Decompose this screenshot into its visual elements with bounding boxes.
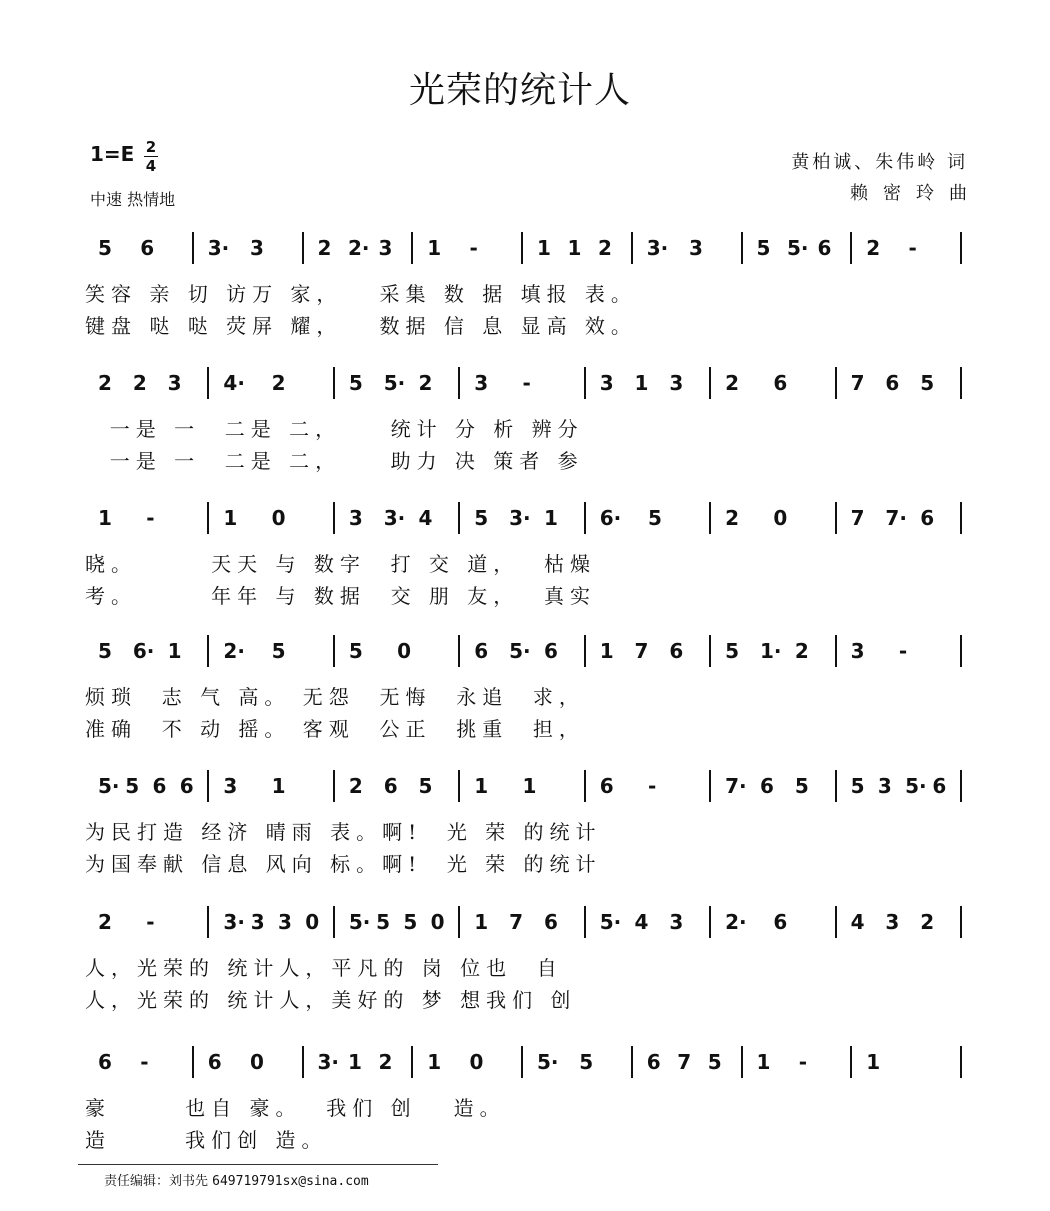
barline — [302, 232, 304, 264]
note: 7· — [885, 506, 907, 530]
note: 6 — [599, 774, 614, 798]
note: 2 — [920, 910, 935, 934]
note: 5 — [707, 1050, 722, 1074]
note: 1 — [537, 236, 551, 260]
lyric-verse-1: 烦琐 志 气 高。 无怨 无悔 永追 求， — [85, 685, 585, 709]
note: 5 — [794, 774, 809, 798]
barline — [835, 502, 837, 534]
note: 1 — [223, 506, 238, 530]
note: 3 — [348, 506, 363, 530]
note: 5 — [579, 1050, 594, 1074]
note: 6 — [646, 1050, 661, 1074]
note: 6 — [140, 236, 155, 260]
note: 5 — [403, 910, 418, 934]
note: 6 — [543, 639, 558, 663]
barline — [584, 770, 586, 802]
note: 3· — [317, 1050, 340, 1074]
tempo-marking: 中速 热情地 — [90, 190, 176, 209]
song-title: 光荣的统计人 — [408, 70, 631, 111]
lyric-verse-2: 准确 不 动 摇。 客观 公正 挑重 担， — [85, 717, 585, 741]
note: 2· — [223, 639, 245, 663]
lyric-verse-1: 笑容 亲 切 访万 家， 采集 数 据 填报 表。 — [85, 282, 637, 306]
note: 2 — [725, 371, 740, 395]
note: 1 — [271, 774, 286, 798]
lyric-verse-2: 人，光荣的 统计人，美好的 梦 想我们 创 — [85, 988, 577, 1012]
footer-credit — [104, 1170, 369, 1189]
note: 4 — [418, 506, 433, 530]
barline — [835, 906, 837, 938]
note: - — [898, 639, 908, 663]
barline — [631, 232, 633, 264]
note: 6 — [669, 639, 684, 663]
barline — [960, 770, 962, 802]
barline — [960, 1046, 962, 1078]
note: 7 — [850, 371, 865, 395]
note: 6 — [383, 774, 398, 798]
note: 1 — [98, 506, 112, 530]
note: 0 — [305, 910, 320, 934]
barline — [192, 232, 194, 264]
note: 4 — [850, 910, 865, 934]
note: 1 — [474, 910, 489, 934]
barline — [458, 635, 460, 667]
barline — [333, 906, 335, 938]
note: 2 — [418, 371, 433, 395]
barline — [207, 367, 209, 399]
note: 3· — [646, 236, 669, 260]
note: 5· — [509, 639, 531, 663]
note: 5 — [348, 639, 363, 663]
note: 3 — [378, 236, 393, 260]
note: 2 — [317, 236, 332, 260]
note: 6 — [885, 371, 900, 395]
barline — [835, 367, 837, 399]
note: 7 — [850, 506, 865, 530]
note: 1 — [347, 1050, 362, 1074]
barline — [960, 367, 962, 399]
note: 2 — [725, 506, 740, 530]
notation-row — [0, 230, 1050, 270]
barline — [207, 770, 209, 802]
note: 2 — [866, 236, 881, 260]
note: 0 — [397, 639, 412, 663]
barline — [333, 367, 335, 399]
note: 2 — [794, 639, 809, 663]
note: 1 — [543, 506, 558, 530]
note: 6· — [599, 506, 622, 530]
note: - — [146, 910, 155, 934]
barline — [835, 770, 837, 802]
note: 6 — [817, 236, 832, 260]
note: 6 — [98, 1050, 112, 1074]
editor-email: 649719791sx@sina.com — [212, 1174, 369, 1189]
note: 1 — [634, 371, 649, 395]
note: 3 — [877, 774, 892, 798]
lyric-verse-1: 人，光荣的 统计人，平凡的 岗 位也 自 — [85, 956, 563, 980]
note: - — [140, 1050, 149, 1074]
notation-row — [0, 500, 1050, 540]
note: 5 — [418, 774, 433, 798]
note: 2 — [348, 774, 363, 798]
barline — [584, 906, 586, 938]
barline — [709, 367, 711, 399]
note: 1 — [866, 1050, 881, 1074]
footer-divider — [78, 1164, 438, 1165]
barline — [960, 906, 962, 938]
barline — [741, 232, 743, 264]
lyric-verse-2: 一是 一 二是 二， 助力 决 策者 参 — [85, 449, 584, 473]
barline — [458, 906, 460, 938]
note: - — [647, 774, 657, 798]
barline — [709, 502, 711, 534]
note: 6 — [932, 774, 947, 798]
note: 7 — [634, 639, 649, 663]
note: 2 — [98, 371, 112, 395]
note: 1· — [759, 639, 782, 663]
note: 3 — [669, 910, 684, 934]
note: 5 — [98, 236, 112, 260]
note: 3· — [509, 506, 531, 530]
note: 6 — [759, 774, 774, 798]
note: 6 — [179, 774, 194, 798]
barline — [207, 635, 209, 667]
barline — [709, 635, 711, 667]
note: 3 — [688, 236, 703, 260]
barline — [458, 367, 460, 399]
note: 5 — [474, 506, 489, 530]
note: 3 — [167, 371, 182, 395]
lyric-verse-1: 为民打造 经济 晴雨 表。啊! 光 荣 的统计 — [85, 820, 602, 844]
note: 3 — [277, 910, 292, 934]
composer-credit: 赖密玲曲 — [850, 183, 982, 204]
barline — [207, 906, 209, 938]
barline — [302, 1046, 304, 1078]
lyric-verse-2: 考。 年年 与 数据 交 朋 友， 真实 — [85, 584, 597, 608]
note: 6· — [132, 639, 155, 663]
note: 0 — [773, 506, 788, 530]
note: 5 — [850, 774, 865, 798]
note: - — [522, 371, 531, 395]
note: 2· — [347, 236, 370, 260]
note: 3 — [885, 910, 900, 934]
note: - — [146, 506, 155, 530]
note: 2· — [725, 910, 747, 934]
notation-row — [0, 768, 1050, 808]
note: 6 — [543, 910, 558, 934]
barline — [960, 635, 962, 667]
barline — [411, 232, 413, 264]
note: 5 — [271, 639, 286, 663]
note: 2 — [98, 910, 112, 934]
note: 3· — [223, 910, 245, 934]
note: 5 — [125, 774, 140, 798]
note: 5· — [905, 774, 927, 798]
lyric-verse-1: 一是 一 二是 二， 统计 分 析 辨分 — [85, 417, 584, 441]
note: 4· — [223, 371, 245, 395]
barline — [631, 1046, 633, 1078]
barline — [709, 906, 711, 938]
note: 2 — [597, 236, 612, 260]
barline — [207, 502, 209, 534]
note: 6 — [920, 506, 935, 530]
note: 3 — [850, 639, 865, 663]
lyric-verse-1: 晓。 天天 与 数字 打 交 道， 枯燥 — [85, 552, 597, 576]
note: 3· — [383, 506, 406, 530]
barline — [960, 232, 962, 264]
barline — [584, 635, 586, 667]
note: 2 — [132, 371, 147, 395]
note: 3 — [249, 236, 264, 260]
lyric-verse-2: 为国奉献 信息 风向 标。啊! 光 荣 的统计 — [85, 852, 602, 876]
note: 1 — [167, 639, 182, 663]
key-signature: 1=E — [90, 142, 135, 166]
note: 1 — [474, 774, 489, 798]
note: 3 — [474, 371, 489, 395]
note: 5· — [599, 910, 622, 934]
barline — [333, 770, 335, 802]
barline — [709, 770, 711, 802]
note: 1 — [756, 1050, 771, 1074]
note: 1 — [427, 236, 442, 260]
note: 6 — [773, 910, 788, 934]
note: 5· — [383, 371, 406, 395]
note: 0 — [469, 1050, 484, 1074]
note: 3· — [207, 236, 230, 260]
note: 0 — [430, 910, 445, 934]
note: 0 — [249, 1050, 264, 1074]
note: 5· — [98, 774, 120, 798]
barline — [333, 635, 335, 667]
time-signature-top: 2 — [145, 138, 157, 156]
note: 1 — [522, 774, 537, 798]
note: 5· — [786, 236, 809, 260]
note: - — [798, 1050, 808, 1074]
note: 1 — [567, 236, 582, 260]
note: 6 — [207, 1050, 222, 1074]
note: 3 — [599, 371, 614, 395]
note: 5 — [920, 371, 935, 395]
barline — [458, 502, 460, 534]
note: 5 — [725, 639, 740, 663]
note: 7 — [677, 1050, 692, 1074]
note: 2 — [378, 1050, 393, 1074]
lyric-verse-2: 造 我们创 造。 — [85, 1128, 328, 1152]
note: 5 — [647, 506, 662, 530]
note: 5 — [348, 371, 363, 395]
note: 1 — [599, 639, 614, 663]
editor-credit: 责任编辑：刘书先 — [104, 1174, 209, 1189]
notation-row — [0, 365, 1050, 405]
note: 7· — [725, 774, 747, 798]
barline — [741, 1046, 743, 1078]
note: 6 — [152, 774, 167, 798]
barline — [835, 635, 837, 667]
barline — [192, 1046, 194, 1078]
notation-row — [0, 1044, 1050, 1084]
note: 2 — [271, 371, 286, 395]
note: 0 — [271, 506, 286, 530]
note: - — [908, 236, 917, 260]
note: 7 — [509, 910, 524, 934]
barline — [521, 1046, 523, 1078]
lyric-verse-2: 键盘 哒 哒 荧屏 耀， 数据 信 息 显高 效。 — [85, 314, 637, 338]
note: 5· — [537, 1050, 559, 1074]
note: 5 — [98, 639, 112, 663]
note: 3 — [669, 371, 684, 395]
note: 6 — [474, 639, 489, 663]
note: 5· — [348, 910, 371, 934]
time-signature — [143, 138, 159, 175]
lyricist-credit: 黄柏诚、朱伟岭 词 — [791, 152, 968, 173]
barline — [850, 1046, 852, 1078]
barline — [850, 232, 852, 264]
note: 5 — [756, 236, 771, 260]
note: 3 — [250, 910, 265, 934]
barline — [458, 770, 460, 802]
note: 6 — [773, 371, 788, 395]
lyric-verse-1: 豪 也自 豪。 我们 创 造。 — [85, 1096, 506, 1120]
notation-row — [0, 633, 1050, 673]
barline — [584, 502, 586, 534]
barline — [584, 367, 586, 399]
barline — [333, 502, 335, 534]
note: 3 — [223, 774, 238, 798]
note: 4 — [634, 910, 649, 934]
time-signature-bottom: 4 — [145, 157, 157, 175]
notation-row — [0, 904, 1050, 944]
barline — [411, 1046, 413, 1078]
barline — [521, 232, 523, 264]
note: 1 — [427, 1050, 442, 1074]
barline — [960, 502, 962, 534]
note: 5 — [376, 910, 391, 934]
note: - — [469, 236, 478, 260]
